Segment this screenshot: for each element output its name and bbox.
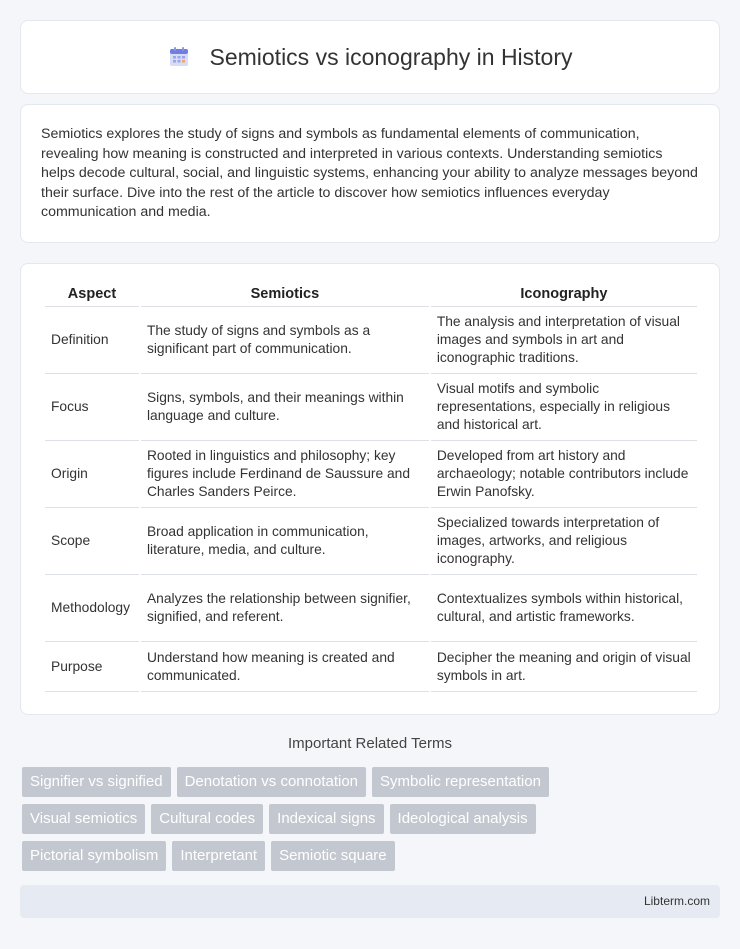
footer [20,885,720,918]
related-terms-tags [22,767,722,878]
cell-semiotics: Signs, symbols, and their meanings within language and culture. [141,374,429,441]
cell-iconography: Specialized towards interpretation of images, artworks, and religious iconography. [431,508,697,575]
cell-iconography: Decipher the meaning and origin of visual symbols in art. [431,642,697,692]
cell-aspect: Purpose [45,642,139,692]
cell-semiotics: Rooted in linguistics and philosophy; key figures include Ferdinand de Saussure and Charles Sanders Peirce. [141,441,429,508]
tag-row [22,841,722,871]
cell-aspect: Origin [45,441,139,508]
footer-site-link[interactable]: Libterm.com [643,894,710,908]
header-semiotics: Semiotics [141,280,429,307]
calendar-icon [167,45,191,69]
related-terms-title: Important Related Terms [288,735,452,752]
header-aspect: Aspect [45,280,139,307]
cell-semiotics: The study of signs and symbols as a significant part of communication. [141,307,429,374]
tag-signifier-vs-signified[interactable]: Signifier vs signified [22,767,171,797]
table-row [45,508,697,575]
cell-iconography: The analysis and interpretation of visual images and symbols in art and iconographic traditions. [431,307,697,374]
cell-iconography: Contextualizes symbols within historical, cultural, and artistic frameworks. [431,575,697,642]
header-iconography: Iconography [431,280,697,307]
table-row [45,575,697,642]
cell-semiotics: Understand how meaning is created and communicated. [141,642,429,692]
tag-denotation-vs-connotation[interactable]: Denotation vs connotation [177,767,366,797]
cell-aspect: Scope [45,508,139,575]
table-header-row [45,280,697,307]
comparison-table [43,280,699,692]
cell-aspect: Focus [45,374,139,441]
tag-indexical-signs[interactable]: Indexical signs [269,804,383,834]
cell-iconography: Visual motifs and symbolic representations, especially in religious and historical art. [431,374,697,441]
comparison-table-card [20,263,720,715]
cell-aspect: Methodology [45,575,139,642]
tag-semiotic-square[interactable]: Semiotic square [271,841,395,871]
tag-symbolic-representation[interactable]: Symbolic representation [372,767,549,797]
tag-cultural-codes[interactable]: Cultural codes [151,804,263,834]
table-row [45,642,697,692]
table-row [45,307,697,374]
tag-ideological-analysis[interactable]: Ideological analysis [390,804,536,834]
tag-pictorial-symbolism[interactable]: Pictorial symbolism [22,841,166,871]
header-card [20,20,720,94]
table-row [45,374,697,441]
cell-iconography: Developed from art history and archaeology; notable contributors include Erwin Panofsky. [431,441,697,508]
tag-row [22,767,722,797]
tag-row [22,804,722,834]
intro-card [20,104,720,243]
table-row [45,441,697,508]
tag-visual-semiotics[interactable]: Visual semiotics [22,804,145,834]
cell-semiotics: Analyzes the relationship between signifier, signified, and referent. [141,575,429,642]
tag-interpretant[interactable]: Interpretant [172,841,265,871]
intro-text: Semiotics explores the study of signs and symbols as fundamental elements of communication, revealing how meaning is constructed and interpreted in various contexts. Understanding semiotics helps decode cultural, social, and linguistic systems, enhancing your ability to analyze messages beyond their surface. Dive into the rest of the article to discover how semiotics influences everyday communication and media. [41,126,698,220]
cell-semiotics: Broad application in communication, literature, media, and culture. [141,508,429,575]
page-title: Semiotics vs iconography in History [209,43,573,70]
cell-aspect: Definition [45,307,139,374]
